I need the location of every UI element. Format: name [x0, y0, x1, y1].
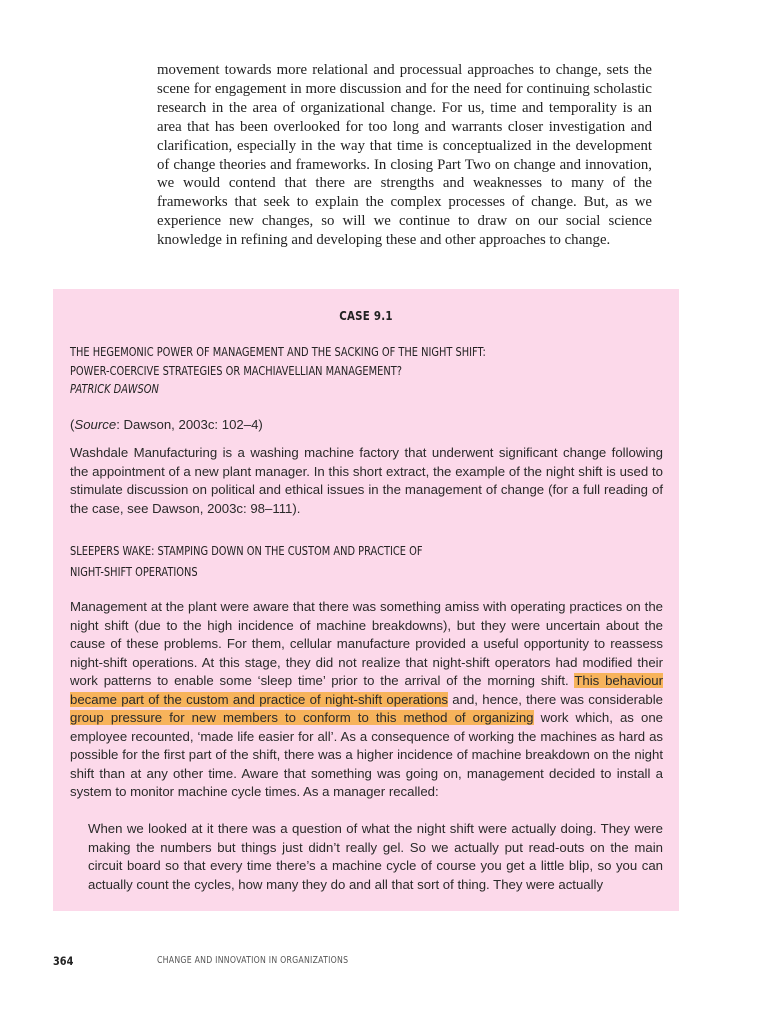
- case-label: CASE 9.1: [339, 308, 393, 323]
- highlight-1[interactable]: This behaviour became part of the custom and practice of night-shift operations: [70, 673, 664, 707]
- page-number: 364: [53, 954, 74, 968]
- para-text-3: work which, as one employee recounted, ‘made life easier for all’. As a consequence of working the machines as hard as possible for the first part of the shift, there was a higher incidence of machine breakdown on the night shift than at any other time. Aware that something was going on, management decided to install a system to monitor machine cycle times. As a manager recalled:: [70, 710, 663, 799]
- highlight-2[interactable]: group pressure for new members to conform to this method of organizing: [70, 710, 534, 725]
- case-study-box: [53, 289, 679, 911]
- source-rest: : Dawson, 2003c: 102–4): [116, 417, 263, 432]
- case-author: PATRICK DAWSON: [70, 382, 159, 396]
- intro-paragraph: movement towards more relational and processual approaches to change, sets the scene for engagement in more discussion and for the need for continuing scholastic research in the area of organizational change. For us, time and temporality is an area that has been overlooked for too long and warrants closer investigation and clarification, especially in the way that time is conceptualized in the development of change theories and frameworks. In closing Part Two on change and innovation, we would contend that there are strengths and weaknesses to many of the frameworks that seek to explain the complex processes of change. But, as we experience new changes, so will we continue to draw on our social science knowledge in refining and developing these and other approaches to change.: [157, 62, 652, 249]
- case-main-paragraph: [70, 598, 663, 802]
- manager-quote: When we looked at it there was a question of what the night shift were actually doing. They were making the numbers but things just didn’t really gel. So we actually put read-outs on the main circuit board so that every time there’s a machine cycle of course you get a little blip, so you can actually count the cycles, how many they do and all that sort of thing. They were actually: [88, 821, 663, 892]
- case-title-line-1: THE HEGEMONIC POWER OF MANAGEMENT AND THE SACKING OF THE NIGHT SHIFT:: [70, 345, 486, 359]
- para-text-1: Management at the plant were aware that there was something amiss with operating practices on the night shift (due to the high incidence of machine breakdowns), but they were uncertain about the cause of these problems. For them, cellular manufacture provided a useful opportunity to reassess night-shift operations. At this stage, they did not realize that night-shift operators had modified their work patterns to enable some ‘sleep time’ prior to the arrival of the morning shift.: [70, 599, 663, 688]
- source-open: (: [70, 417, 75, 432]
- case-source: [70, 416, 663, 435]
- case-subheading: [70, 541, 550, 583]
- para-text-2: and, hence, there was considerable: [448, 691, 664, 707]
- case-title-line-2: POWER-COERCIVE STRATEGIES OR MACHIAVELLIAN MANAGEMENT?: [70, 363, 402, 378]
- case-title: [70, 343, 550, 399]
- subheading-line-2: NIGHT-SHIFT OPERATIONS: [70, 565, 198, 579]
- source-italic: Source: [74, 417, 117, 432]
- running-title: CHANGE AND INNOVATION IN ORGANIZATIONS: [157, 955, 349, 966]
- case-intro-paragraph: Washdale Manufacturing is a washing machine factory that underwent significant change following the appointment of a new plant manager. In this short extract, the example of the night shift is used to stimulate discussion on political and ethical issues in the management of change (for a full reading of the case, see Dawson, 2003c: 98–111).: [70, 445, 663, 516]
- subheading-line-1: SLEEPERS WAKE: STAMPING DOWN ON THE CUSTOM AND PRACTICE OF: [70, 544, 423, 558]
